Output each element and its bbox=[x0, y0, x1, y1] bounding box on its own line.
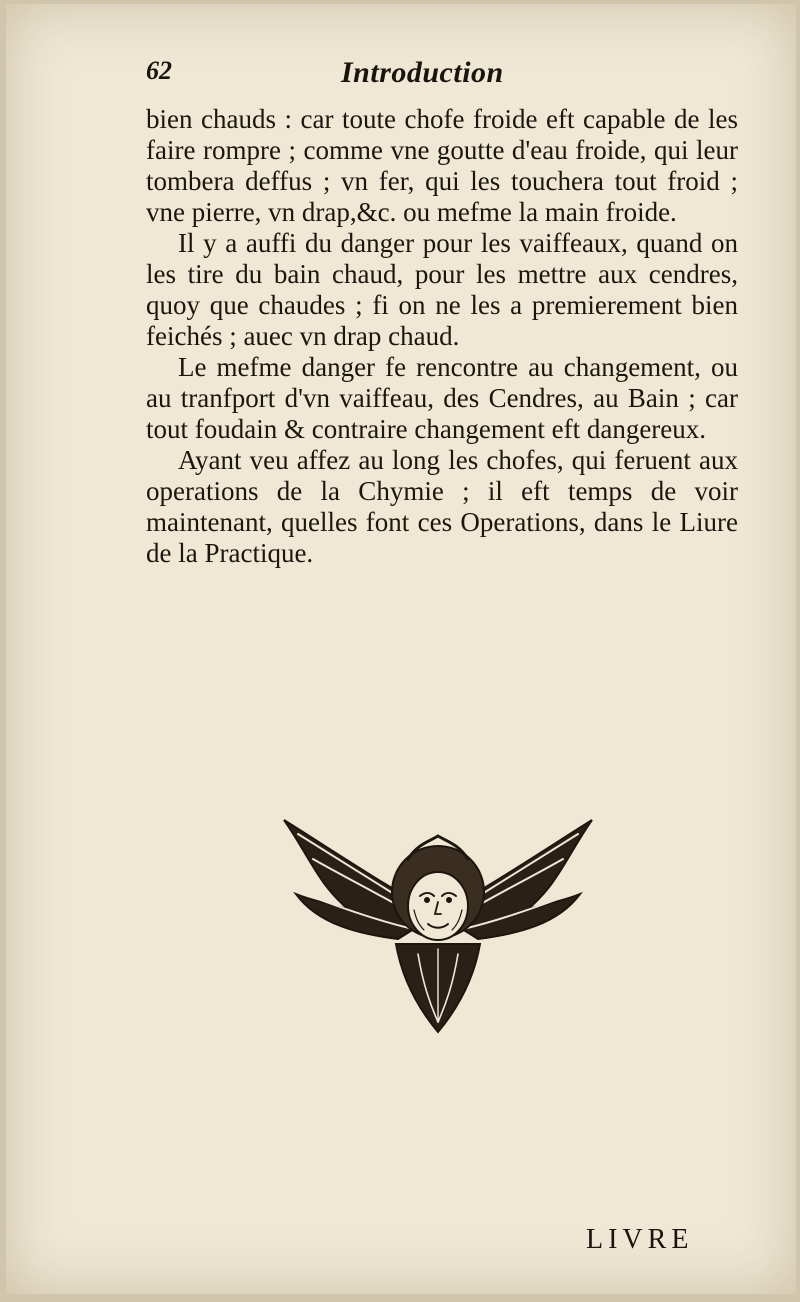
paragraph-2: Il y a auffi du danger pour les vaiffeaux, quand on les tire du bain chaud, pour les mettre aux cendres, quoy que chaudes ; fi on ne les a premierement bien feichés ; auec vn drap chaud. bbox=[146, 228, 738, 351]
book-page bbox=[6, 4, 796, 1294]
body-text bbox=[146, 104, 738, 569]
page-header bbox=[146, 56, 710, 96]
catchword: LIVRE bbox=[586, 1224, 694, 1255]
winged-cherub-head-icon bbox=[278, 814, 598, 1036]
page-number: 62 bbox=[146, 56, 172, 85]
paragraph-3: Le mefme danger fe rencontre au changement, ou au tranfport d'vn vaiffeau, des Cendres, au Bain ; car tout foudain & contraire changement eft dangereux. bbox=[146, 352, 738, 444]
paragraph-4: Ayant veu affez au long les chofes, qui feruent aux operations de la Chymie ; il eft temps de voir maintenant, quelles font ces Operations, dans le Liure de la Practique. bbox=[146, 445, 738, 568]
paragraph-1: bien chauds : car toute chofe froide eft capable de les faire rompre ; comme vne goutte d'eau froide, qui leur tombera deffus ; vn fer, qui les touchera tout froid ; vne pierre, vn drap,&c. ou mefme la main froide. bbox=[146, 104, 738, 227]
running-title: Introduction bbox=[341, 56, 504, 89]
